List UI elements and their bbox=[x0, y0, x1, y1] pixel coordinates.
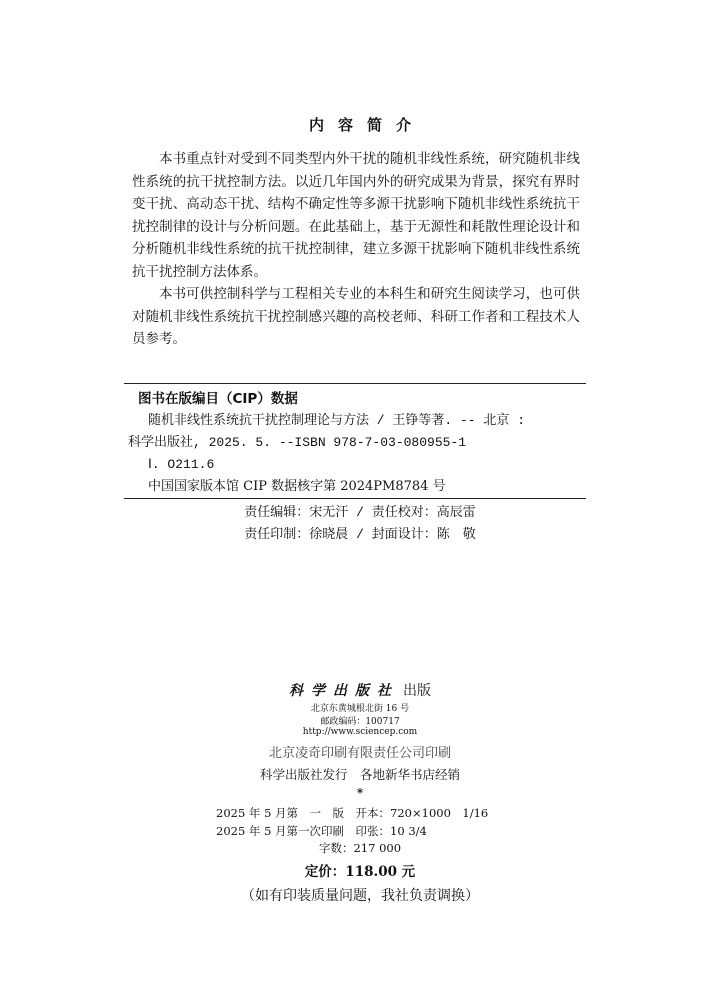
cip-bottom-rule bbox=[124, 498, 586, 499]
cip-line-record: 中国国家版本馆 CIP 数据核字第 2024PM8784 号 bbox=[148, 479, 446, 494]
summary-body bbox=[132, 148, 580, 351]
cip-line-isbn: 科学出版社, 2025. 5. --ISBN 978-7-03-080955-1 bbox=[128, 435, 467, 450]
staff-line-editors: 责任编辑：宋无汗 / 责任校对：高辰雷 bbox=[244, 505, 476, 520]
summary-paragraph-2: 本书可供控制科学与工程相关专业的本科生和研究生阅读学习，也可供对随机非线性系统抗干扰控制感兴趣的高校老师、科研工作者和工程技术人员参考。 bbox=[132, 286, 580, 347]
publisher-postcode: 邮政编码：100717 bbox=[320, 717, 400, 727]
distributor: 科学出版社发行 各地新华书店经销 bbox=[259, 767, 460, 782]
cip-line-title: 随机非线性系统抗干扰控制理论与方法 / 王铮等著. -- 北京 : bbox=[148, 413, 526, 428]
printer: 北京凌奇印刷有限责任公司印刷 bbox=[268, 746, 451, 761]
price: 定价：118.00 元 bbox=[304, 864, 416, 880]
quality-notice: （如有印装质量问题，我社负责调换） bbox=[241, 888, 479, 904]
summary-paragraph-1: 本书重点针对受到不同类型内外干扰的随机非线性系统，研究随机非线性系统的抗干扰控制方法。以近几年国内外的研究成果为背景，探究有界时变干扰、高动态干扰、结构不确定性等多源干扰影响下随机非线性系统抗干扰控制律的设计与分析问题。在此基础上，基于无源性和耗散性理论设计和分析随机非线性系统的抗干扰控制律，建立多源干扰影响下随机非线性系统抗干扰控制方法体系。 bbox=[132, 151, 580, 280]
publisher-website: http://www.sciencep.com bbox=[302, 727, 418, 737]
separator-star: * bbox=[356, 786, 364, 800]
edition-line-1: 2025 年 5 月第 一 版 开本：720×1000 1/16 bbox=[216, 806, 489, 820]
cip-heading: 图书在版编目（CIP）数据 bbox=[138, 391, 298, 407]
publisher-address: 北京东黄城根北街 16 号 bbox=[310, 704, 410, 714]
staff-line-production: 责任印制：徐晓晨 / 封面设计：陈 敬 bbox=[244, 527, 476, 542]
cip-block bbox=[128, 388, 584, 498]
publisher-name: 科学出版社 bbox=[289, 683, 399, 699]
cip-top-rule bbox=[124, 383, 586, 384]
publisher-line bbox=[0, 680, 720, 700]
edition-line-2: 2025 年 5 月第一次印刷 印张：10 3/4 bbox=[216, 824, 427, 838]
publisher-suffix: 出版 bbox=[403, 683, 431, 699]
cip-line-classification: Ⅰ. O211.6 bbox=[148, 457, 215, 472]
word-count: 字数：217 000 bbox=[318, 841, 402, 855]
staff-credits bbox=[0, 502, 720, 546]
summary-title: 内容简介 bbox=[308, 116, 425, 134]
